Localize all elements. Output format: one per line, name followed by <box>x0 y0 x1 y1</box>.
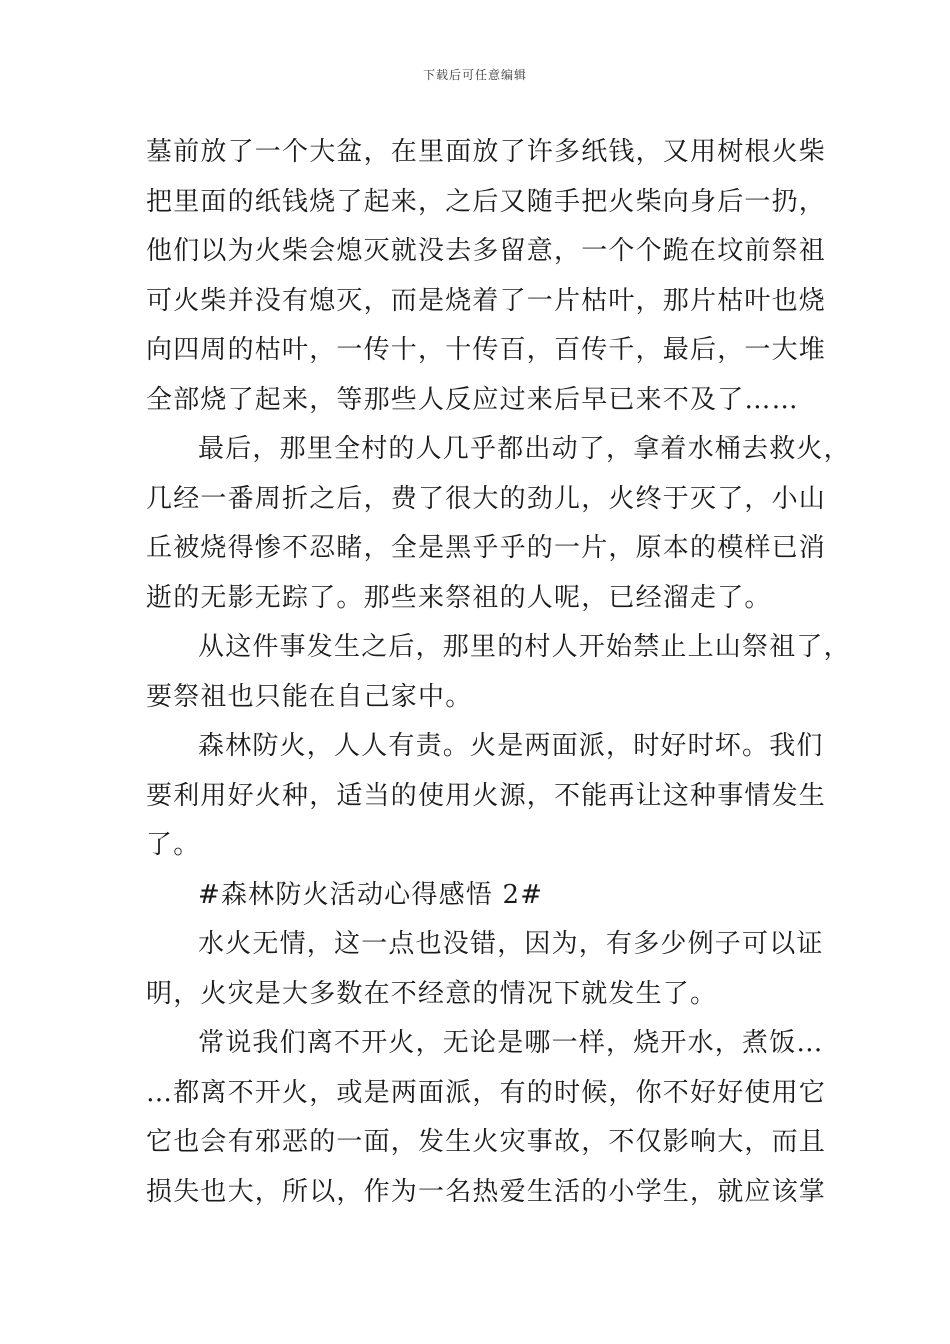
paragraph-first-line: 最后，那里全村的人几乎都出动了，拿着水桶去救火， <box>198 434 851 464</box>
text-line: 墓前放了一个大盆，在里面放了许多纸钱，又用树根火柴 <box>146 137 827 167</box>
text-line: 要利用好火种，适当的使用火源，不能再让这种事情发生 <box>146 780 827 811</box>
paragraph-first-line: 水火无情，这一点也没错，因为，有多少例子可以证 <box>198 929 824 959</box>
text-line: 他们以为火柴会熄灭就没去多留意，一个个跪在坟前祭祖 <box>146 236 827 266</box>
document-body <box>146 128 851 1217</box>
text-line: 可火柴并没有熄灭，而是烧着了一片枯叶，那片枯叶也烧 <box>146 285 827 316</box>
paragraph-first-line: 常说我们离不开火，无论是哪一样，烧开水，煮饭… <box>198 1028 824 1058</box>
paragraph-first-line: 从这件事发生之后，那里的村人开始禁止上山祭祖了， <box>198 632 851 662</box>
text-line: 丘被烧得惨不忍睹，全是黑乎乎的一片，原本的模样已消 <box>146 533 827 563</box>
text-line: 要祭祖也只能在自己家中。 <box>146 681 473 712</box>
text-line: 它也会有邪恶的一面，发生火灾事故，不仅影响大，而且 <box>146 1127 827 1157</box>
paragraph-first-line: 森林防火，人人有责。火是两面派，时好时坏。我们 <box>198 731 824 761</box>
text-line: 损失也大，所以，作为一名热爱生活的小学生，就应该掌 <box>146 1176 827 1207</box>
text-line: 了。 <box>146 830 201 860</box>
page-header: 下载后可任意编辑 <box>422 68 527 82</box>
text-line: 明，火灾是大多数在不经意的情况下就发生了。 <box>146 978 718 1009</box>
text-line: 几经一番周折之后，费了很大的劲儿，火终于灭了，小山 <box>146 483 827 514</box>
text-line: 全部烧了起来，等那些人反应过来后早已来不及了…… <box>146 384 799 415</box>
text-line: 向四周的枯叶，一传十，十传百，百传千，最后，一大堆 <box>146 335 827 365</box>
text-line: 把里面的纸钱烧了起来，之后又随手把火柴向身后一扔， <box>146 186 827 217</box>
text-line: …都离不开火，或是两面派，有的时候，你不好好使用它 <box>146 1077 827 1108</box>
text-line: 逝的无影无踪了。那些来祭祖的人呢，已经溜走了。 <box>146 582 772 613</box>
section-heading: #森林防火活动心得感悟 2# <box>198 879 544 910</box>
